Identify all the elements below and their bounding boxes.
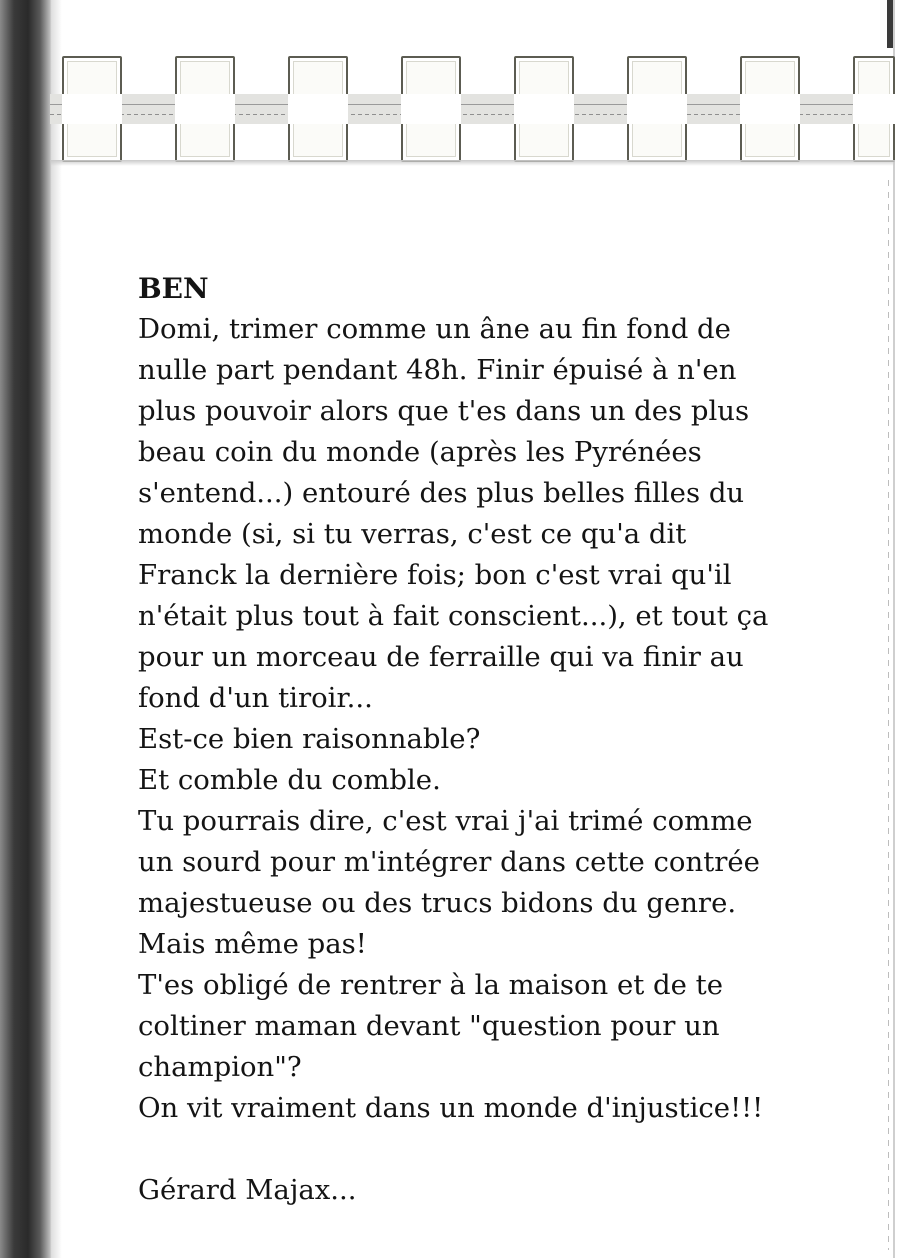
binding-shadow [50,160,895,166]
page-text [138,268,838,1211]
text-line: Tu pourrais dire, c'est vrai j'ai trimé comme [138,805,753,837]
text-line: coltiner maman devant "question pour un [138,1010,720,1042]
text-line: s'entend...) entouré des plus belles filles du [138,477,745,509]
text-line: Et comble du comble. [138,764,441,796]
binding-ring [288,56,348,162]
text-line: On vit vraiment dans un monde d'injustice!!! [138,1092,764,1124]
text-line: Mais même pas! [138,928,367,960]
text-line: pour un morceau de ferraille qui va finir au [138,641,744,673]
binding-ring [740,56,800,162]
binding-ring [175,56,235,162]
wire-binding [50,56,895,166]
author-heading: BEN [138,272,209,305]
text-line: Franck la dernière fois; bon c'est vrai qu'il [138,559,732,591]
text-line: plus pouvoir alors que t'es dans un des plus [138,395,750,427]
page-edge [893,0,895,1258]
binding-ring [401,56,461,162]
text-line: n'était plus tout à fait conscient...), et tout ça [138,600,769,632]
text-line: Domi, trimer comme un âne au fin fond de [138,313,731,345]
stacked-pages-edge [888,180,889,1250]
text-line: champion"? [138,1051,302,1083]
text-line: un sourd pour m'intégrer dans cette contrée [138,846,760,878]
text-line: fond d'un tiroir... [138,682,373,714]
text-line: T'es obligé de rentrer à la maison et de te [138,969,723,1001]
text-line: beau coin du monde (après les Pyrénées [138,436,702,468]
signature: Gérard Majax... [138,1174,357,1206]
text-line: nulle part pendant 48h. Finir épuisé à n'en [138,354,737,386]
binding-ring [514,56,574,162]
text-line: monde (si, si tu verras, c'est ce qu'a dit [138,518,687,550]
spine-shadow [52,0,62,1258]
binding-spine [0,0,52,1258]
text-line: majestueuse ou des trucs bidons du genre. [138,887,737,919]
text-line: Est-ce bien raisonnable? [138,723,481,755]
top-right-edge-mark [887,0,893,48]
binding-ring [627,56,687,162]
blank-line [138,1129,838,1170]
binding-ring [853,56,895,162]
binding-ring [62,56,122,162]
